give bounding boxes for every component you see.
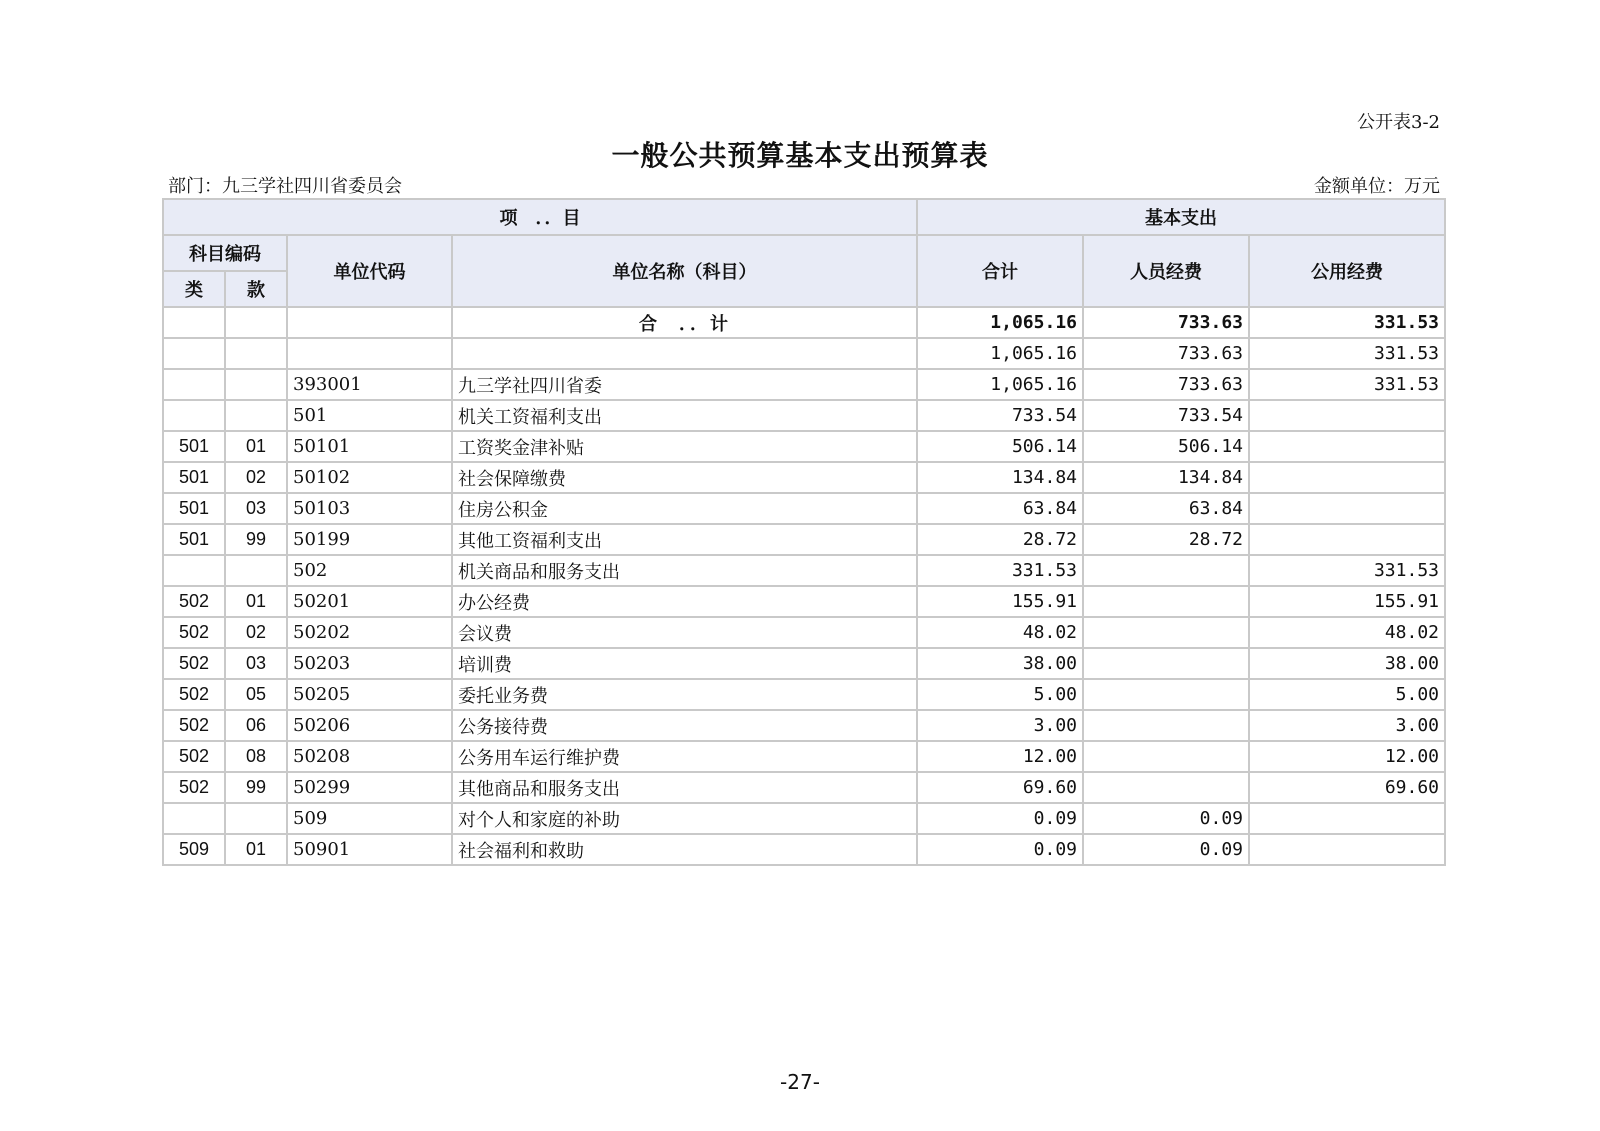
cell-public bbox=[1249, 834, 1445, 865]
cell-category bbox=[163, 803, 225, 834]
header-unit-name: 单位名称（科目） bbox=[452, 235, 917, 307]
cell-item bbox=[225, 400, 287, 431]
cell-personnel: 506.14 bbox=[1083, 431, 1249, 462]
cell-total: 134.84 bbox=[917, 462, 1083, 493]
cell-item: 06 bbox=[225, 710, 287, 741]
cell-total: 1,065.16 bbox=[917, 369, 1083, 400]
cell-total: 12.00 bbox=[917, 741, 1083, 772]
cell-personnel: 134.84 bbox=[1083, 462, 1249, 493]
header-basic-expense: 基本支出 bbox=[917, 199, 1445, 235]
header-category: 类 bbox=[163, 271, 225, 307]
cell-public: 331.53 bbox=[1249, 369, 1445, 400]
header-subject-code: 科目编码 bbox=[163, 235, 287, 271]
total-code bbox=[287, 307, 452, 338]
cell-personnel bbox=[1083, 648, 1249, 679]
cell-category: 502 bbox=[163, 617, 225, 648]
cell-unit-code: 50101 bbox=[287, 431, 452, 462]
cell-unit-name: 社会福利和救助 bbox=[452, 834, 917, 865]
cell-public: 69.60 bbox=[1249, 772, 1445, 803]
header-item: 款 bbox=[225, 271, 287, 307]
cell-unit-code: 50102 bbox=[287, 462, 452, 493]
table-row bbox=[163, 803, 1445, 834]
cell-item: 03 bbox=[225, 648, 287, 679]
cell-public bbox=[1249, 493, 1445, 524]
cell-total: 733.54 bbox=[917, 400, 1083, 431]
cell-personnel: 733.63 bbox=[1083, 369, 1249, 400]
cell-unit-code: 501 bbox=[287, 400, 452, 431]
cell-category: 509 bbox=[163, 834, 225, 865]
cell-personnel: 0.09 bbox=[1083, 834, 1249, 865]
cell-unit-code: 502 bbox=[287, 555, 452, 586]
cell-item: 99 bbox=[225, 524, 287, 555]
cell-total: 48.02 bbox=[917, 617, 1083, 648]
cell-personnel bbox=[1083, 679, 1249, 710]
cell-item: 05 bbox=[225, 679, 287, 710]
cell-unit-name: 培训费 bbox=[452, 648, 917, 679]
table-row bbox=[163, 431, 1445, 462]
cell-public bbox=[1249, 431, 1445, 462]
cell-personnel bbox=[1083, 555, 1249, 586]
cell-item: 02 bbox=[225, 462, 287, 493]
cell-item: 02 bbox=[225, 617, 287, 648]
total-row bbox=[163, 307, 1445, 338]
cell-unit-name: 办公经费 bbox=[452, 586, 917, 617]
cell-unit-name: 九三学社四川省委 bbox=[452, 369, 917, 400]
table-row bbox=[163, 555, 1445, 586]
cell-item: 01 bbox=[225, 431, 287, 462]
table-row bbox=[163, 400, 1445, 431]
table-row bbox=[163, 679, 1445, 710]
page-number: -27- bbox=[780, 1070, 820, 1094]
cell-item: 99 bbox=[225, 772, 287, 803]
cell-public bbox=[1249, 462, 1445, 493]
cell-item bbox=[225, 338, 287, 369]
cell-total: 1,065.16 bbox=[917, 338, 1083, 369]
cell-personnel: 733.63 bbox=[1083, 338, 1249, 369]
cell-public: 12.00 bbox=[1249, 741, 1445, 772]
total-amount: 1,065.16 bbox=[917, 307, 1083, 338]
cell-personnel bbox=[1083, 741, 1249, 772]
cell-public: 331.53 bbox=[1249, 338, 1445, 369]
form-number: 公开表3-2 bbox=[1357, 112, 1440, 133]
cell-category: 501 bbox=[163, 462, 225, 493]
cell-unit-name: 其他工资福利支出 bbox=[452, 524, 917, 555]
table-row bbox=[163, 648, 1445, 679]
cell-item: 01 bbox=[225, 834, 287, 865]
cell-item bbox=[225, 369, 287, 400]
cell-unit-name: 社会保障缴费 bbox=[452, 462, 917, 493]
cell-item: 03 bbox=[225, 493, 287, 524]
cell-public bbox=[1249, 400, 1445, 431]
cell-category: 502 bbox=[163, 586, 225, 617]
cell-unit-name: 委托业务费 bbox=[452, 679, 917, 710]
cell-personnel: 63.84 bbox=[1083, 493, 1249, 524]
cell-category: 501 bbox=[163, 431, 225, 462]
cell-item bbox=[225, 803, 287, 834]
cell-total: 155.91 bbox=[917, 586, 1083, 617]
cell-personnel bbox=[1083, 586, 1249, 617]
cell-public bbox=[1249, 524, 1445, 555]
cell-unit-code: 50299 bbox=[287, 772, 452, 803]
cell-category bbox=[163, 555, 225, 586]
cell-category: 502 bbox=[163, 772, 225, 803]
cell-public: 331.53 bbox=[1249, 555, 1445, 586]
budget-table bbox=[162, 198, 1446, 866]
cell-unit-name: 公务用车运行维护费 bbox=[452, 741, 917, 772]
page-title: 一般公共预算基本支出预算表 bbox=[611, 139, 989, 172]
table-row bbox=[163, 834, 1445, 865]
total-public: 331.53 bbox=[1249, 307, 1445, 338]
cell-unit-code: 50901 bbox=[287, 834, 452, 865]
table-row bbox=[163, 462, 1445, 493]
cell-category: 502 bbox=[163, 648, 225, 679]
table-row bbox=[163, 617, 1445, 648]
cell-personnel bbox=[1083, 710, 1249, 741]
table-row bbox=[163, 493, 1445, 524]
total-lei bbox=[163, 307, 225, 338]
cell-personnel: 28.72 bbox=[1083, 524, 1249, 555]
header-total: 合计 bbox=[917, 235, 1083, 307]
cell-public: 3.00 bbox=[1249, 710, 1445, 741]
cell-unit-name: 机关工资福利支出 bbox=[452, 400, 917, 431]
cell-unit-code: 50199 bbox=[287, 524, 452, 555]
cell-unit-code: 50202 bbox=[287, 617, 452, 648]
total-label: 合 ．．计 bbox=[452, 307, 917, 338]
cell-item bbox=[225, 555, 287, 586]
cell-public: 38.00 bbox=[1249, 648, 1445, 679]
cell-category: 501 bbox=[163, 493, 225, 524]
department-label: 部门：九三学社四川省委员会 bbox=[168, 176, 402, 197]
cell-unit-code: 50205 bbox=[287, 679, 452, 710]
cell-unit-name bbox=[452, 338, 917, 369]
table-row bbox=[163, 338, 1445, 369]
cell-personnel bbox=[1083, 772, 1249, 803]
total-kuan bbox=[225, 307, 287, 338]
cell-category bbox=[163, 369, 225, 400]
cell-category bbox=[163, 338, 225, 369]
total-personnel: 733.63 bbox=[1083, 307, 1249, 338]
cell-total: 331.53 bbox=[917, 555, 1083, 586]
cell-public: 48.02 bbox=[1249, 617, 1445, 648]
cell-unit-code: 509 bbox=[287, 803, 452, 834]
cell-unit-name: 其他商品和服务支出 bbox=[452, 772, 917, 803]
table-row bbox=[163, 741, 1445, 772]
cell-total: 5.00 bbox=[917, 679, 1083, 710]
cell-personnel: 0.09 bbox=[1083, 803, 1249, 834]
header-public: 公用经费 bbox=[1249, 235, 1445, 307]
cell-total: 28.72 bbox=[917, 524, 1083, 555]
cell-total: 506.14 bbox=[917, 431, 1083, 462]
cell-unit-code: 50206 bbox=[287, 710, 452, 741]
header-personnel: 人员经费 bbox=[1083, 235, 1249, 307]
cell-total: 38.00 bbox=[917, 648, 1083, 679]
cell-unit-code: 50103 bbox=[287, 493, 452, 524]
header-unit-code: 单位代码 bbox=[287, 235, 452, 307]
cell-unit-code: 50203 bbox=[287, 648, 452, 679]
cell-unit-code: 393001 bbox=[287, 369, 452, 400]
cell-category: 502 bbox=[163, 679, 225, 710]
table-row bbox=[163, 710, 1445, 741]
cell-total: 3.00 bbox=[917, 710, 1083, 741]
cell-public bbox=[1249, 803, 1445, 834]
cell-unit-name: 工资奖金津补贴 bbox=[452, 431, 917, 462]
cell-unit-name: 对个人和家庭的补助 bbox=[452, 803, 917, 834]
cell-item: 08 bbox=[225, 741, 287, 772]
cell-public: 5.00 bbox=[1249, 679, 1445, 710]
cell-public: 155.91 bbox=[1249, 586, 1445, 617]
cell-total: 63.84 bbox=[917, 493, 1083, 524]
cell-category: 501 bbox=[163, 524, 225, 555]
cell-total: 0.09 bbox=[917, 834, 1083, 865]
cell-unit-name: 公务接待费 bbox=[452, 710, 917, 741]
table-row bbox=[163, 524, 1445, 555]
cell-category: 502 bbox=[163, 741, 225, 772]
cell-personnel: 733.54 bbox=[1083, 400, 1249, 431]
cell-unit-name: 住房公积金 bbox=[452, 493, 917, 524]
cell-unit-name: 机关商品和服务支出 bbox=[452, 555, 917, 586]
table-row bbox=[163, 772, 1445, 803]
cell-total: 0.09 bbox=[917, 803, 1083, 834]
table-row bbox=[163, 586, 1445, 617]
cell-category: 502 bbox=[163, 710, 225, 741]
amount-unit-label: 金额单位：万元 bbox=[1314, 176, 1440, 197]
cell-personnel bbox=[1083, 617, 1249, 648]
header-project: 项 ．．目 bbox=[163, 199, 917, 235]
table-row bbox=[163, 369, 1445, 400]
cell-total: 69.60 bbox=[917, 772, 1083, 803]
cell-item: 01 bbox=[225, 586, 287, 617]
cell-unit-code: 50208 bbox=[287, 741, 452, 772]
cell-category bbox=[163, 400, 225, 431]
cell-unit-code bbox=[287, 338, 452, 369]
cell-unit-code: 50201 bbox=[287, 586, 452, 617]
cell-unit-name: 会议费 bbox=[452, 617, 917, 648]
